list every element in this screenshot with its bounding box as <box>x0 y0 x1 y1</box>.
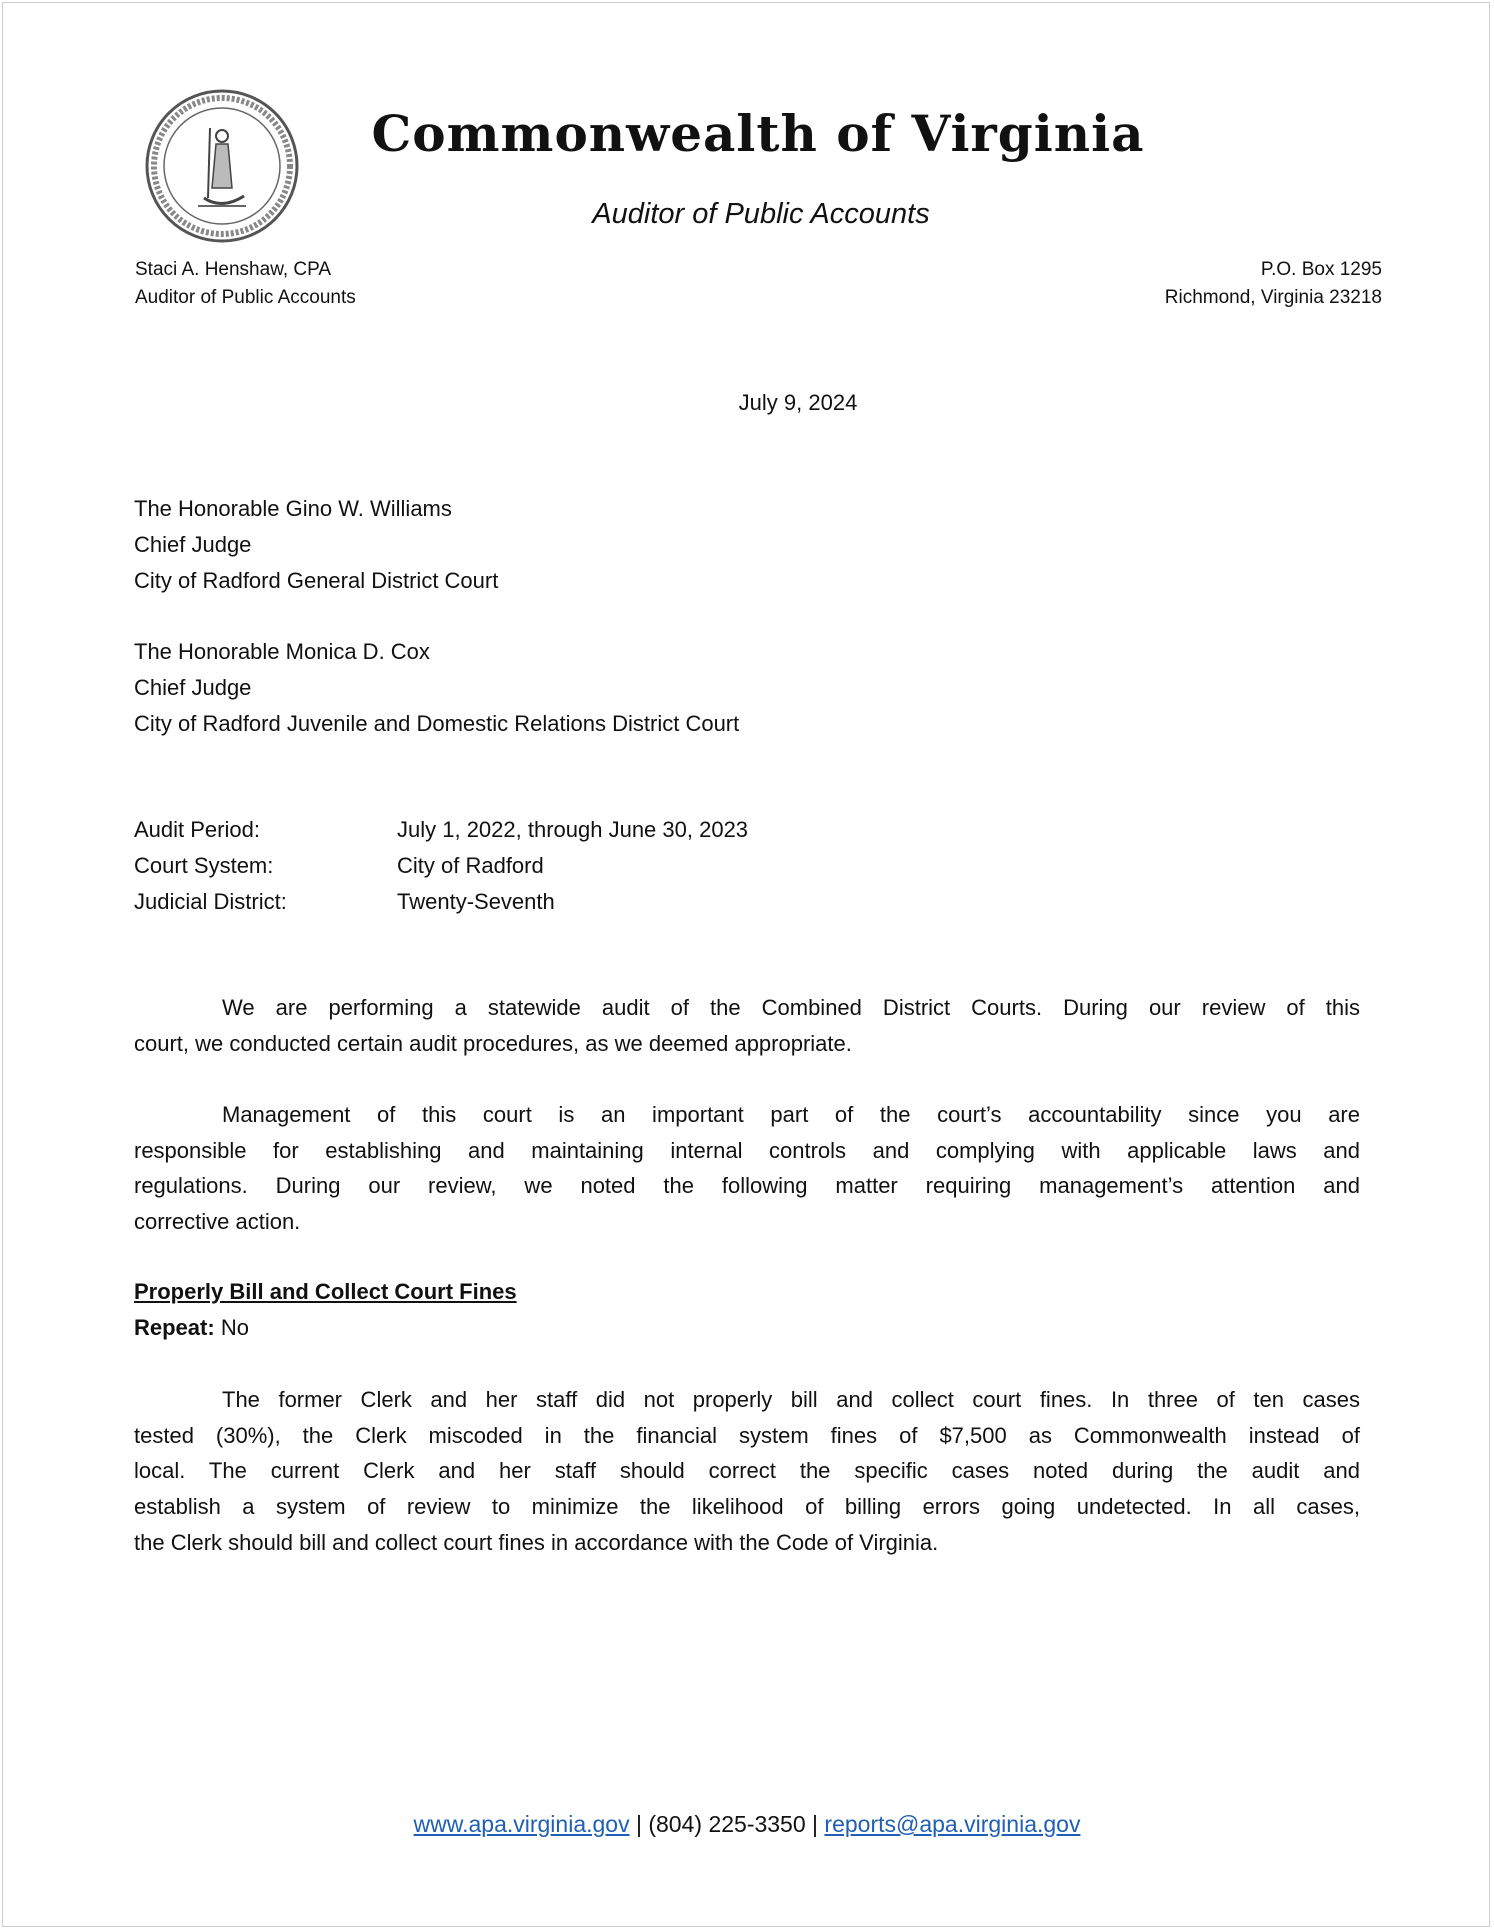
footer-separator: | <box>635 1811 642 1837</box>
addressee-name: The Honorable Monica D. Cox <box>134 639 430 664</box>
addressee-title: Chief Judge <box>134 532 252 557</box>
addressee-court: City of Radford General District Court <box>134 568 499 593</box>
letterhead-title: Commonwealth of Virginia <box>371 104 1145 163</box>
letter-date: July 9, 2024 <box>738 390 858 415</box>
paragraph-intro <box>134 990 1360 1061</box>
footer-separator: | <box>812 1811 819 1837</box>
po-box: P.O. Box 1295 <box>1260 259 1382 280</box>
paragraph-line: The former Clerk and her staff did not properly bill and collect court fines. In three of ten cases <box>222 1387 1360 1412</box>
addressee-2 <box>134 634 739 742</box>
finding-heading: Properly Bill and Collect Court Fines <box>134 1279 517 1304</box>
paragraph-management <box>134 1097 1360 1240</box>
auditor-block <box>135 256 356 312</box>
footer <box>0 1806 1494 1842</box>
auditor-name: Staci A. Henshaw, CPA <box>135 259 332 280</box>
paragraph-line: regulations. During our review, we noted the following matter requiring management’s attention and <box>134 1173 1360 1199</box>
city-state-zip: Richmond, Virginia 23218 <box>1164 287 1382 308</box>
paragraph-line: tested (30%), the Clerk miscoded in the financial system fines of $7,500 as Commonwealth instead of <box>134 1422 1360 1448</box>
addressee-1 <box>134 491 498 599</box>
audit-period-label: Audit Period: <box>134 817 260 842</box>
judicial-district-value: Twenty-Seventh <box>397 889 555 914</box>
paragraph-line: Management of this court is an important part of the court’s accountability since you are <box>222 1102 1360 1127</box>
judicial-district-label: Judicial District: <box>134 889 287 914</box>
phone-number: (804) 225-3350 <box>648 1811 806 1837</box>
audit-period-value: July 1, 2022, through June 30, 2023 <box>397 817 749 842</box>
audit-info <box>0 812 1494 920</box>
paragraph-line: corrective action. <box>134 1209 301 1235</box>
paragraph-line: We are performing a statewide audit of the Combined District Courts. During our review of this <box>222 995 1360 1020</box>
paragraph-line: court, we conducted certain audit procedures, as we deemed appropriate. <box>134 1030 852 1056</box>
paragraph-line: local. The current Clerk and her staff should correct the specific cases noted during the audit and <box>134 1458 1360 1484</box>
repeat-value: No <box>220 1315 249 1340</box>
court-system-value: City of Radford <box>397 853 544 878</box>
court-system-label: Court System: <box>134 853 274 878</box>
paragraph-line: the Clerk should bill and collect court fines in accordance with the Code of Virginia. <box>134 1529 939 1555</box>
finding-paragraph <box>134 1382 1360 1561</box>
paragraph-line: responsible for establishing and maintaining internal controls and complying with applicable laws and <box>134 1137 1360 1163</box>
addressee-title: Chief Judge <box>134 675 252 700</box>
email-link[interactable]: reports@apa.virginia.gov <box>824 1811 1081 1837</box>
letterhead-subtitle: Auditor of Public Accounts <box>592 198 930 230</box>
website-link[interactable]: www.apa.virginia.gov <box>413 1811 630 1837</box>
paragraph-line: establish a system of review to minimize the likelihood of billing errors going undetected. In all cases, <box>134 1494 1360 1520</box>
addressee-name: The Honorable Gino W. Williams <box>134 496 452 521</box>
auditor-title: Auditor of Public Accounts <box>135 287 356 308</box>
repeat-label: Repeat: <box>134 1315 215 1340</box>
mailing-address <box>1165 256 1382 312</box>
repeat-line <box>134 1310 249 1346</box>
addressee-court: City of Radford Juvenile and Domestic Relations District Court <box>134 711 740 736</box>
